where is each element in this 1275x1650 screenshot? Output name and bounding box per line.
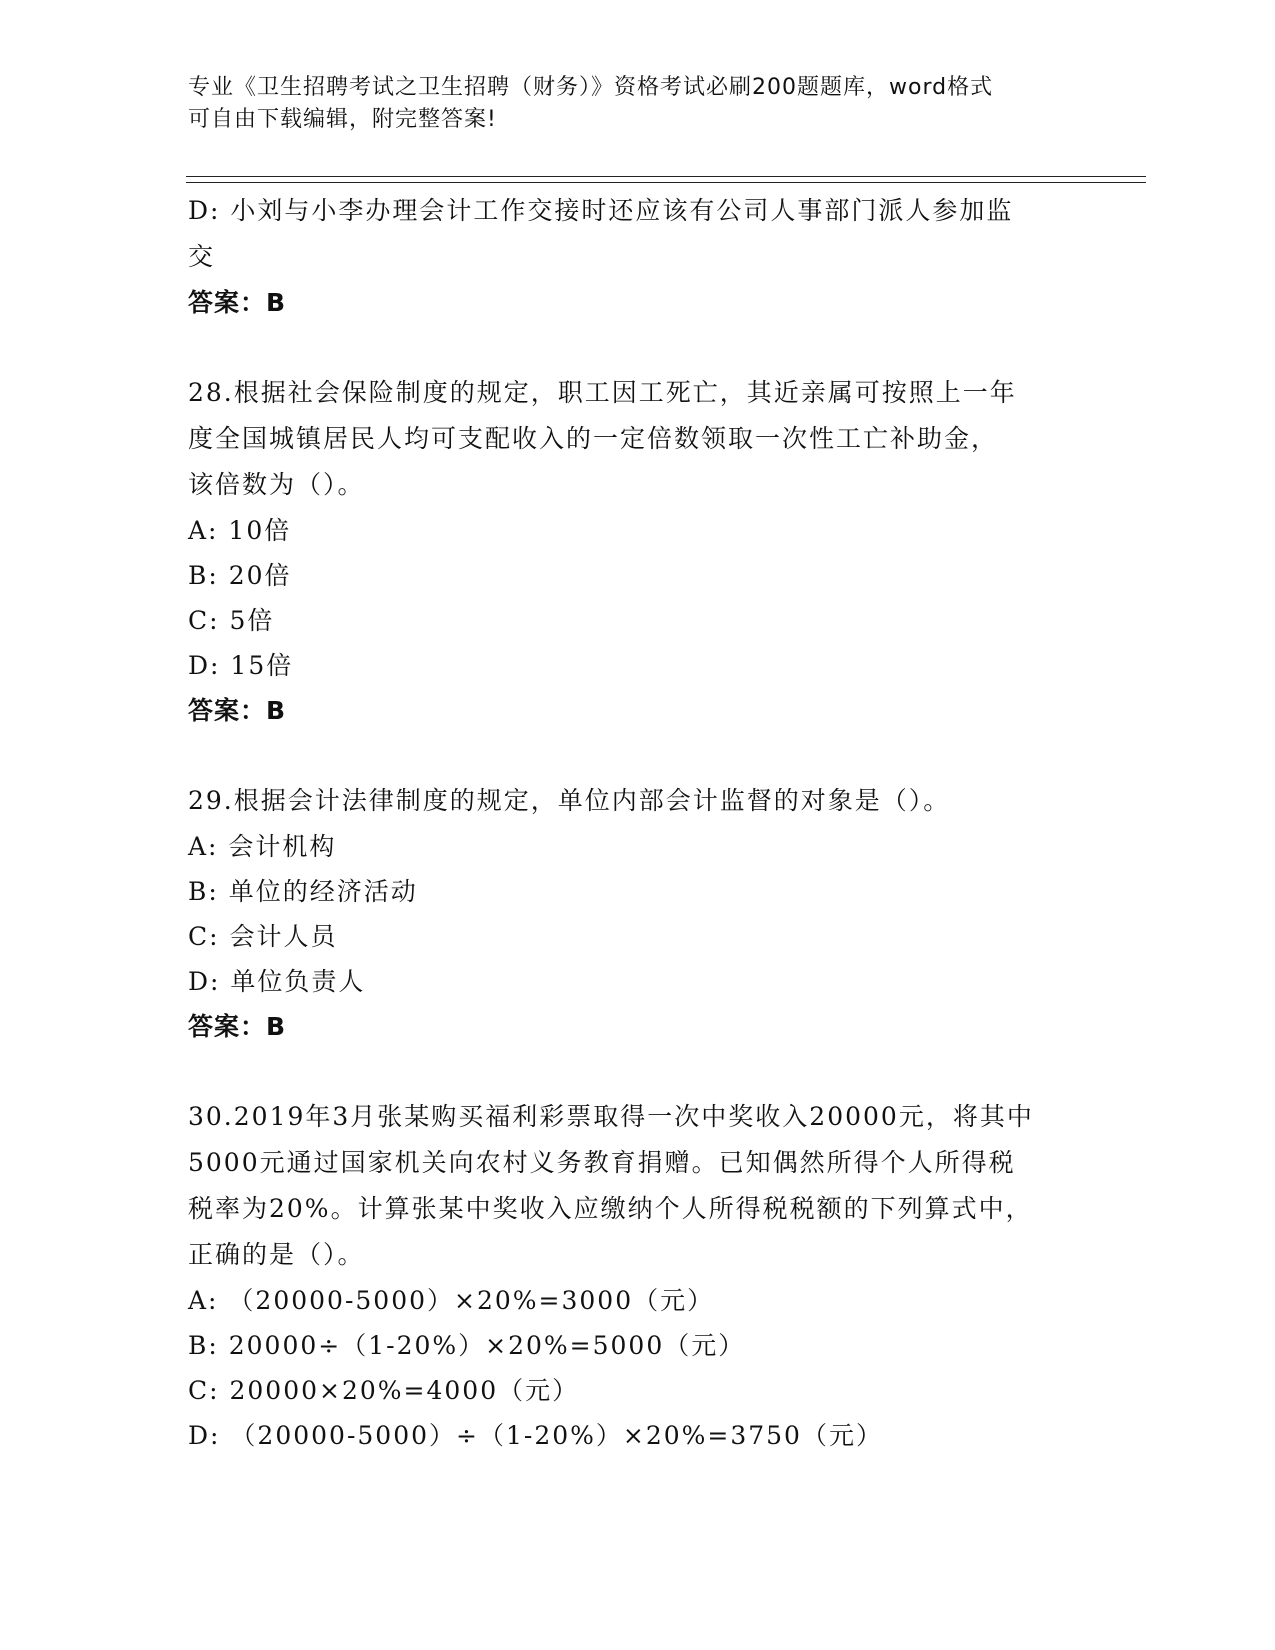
question-text-line: 税率为20%。计算张某中奖收入应缴纳个人所得税税额的下列算式中， bbox=[188, 1194, 1033, 1223]
option-a: A: 10倍 bbox=[188, 516, 292, 545]
answer-line: 答案：B bbox=[188, 696, 287, 725]
question-30 bbox=[188, 1094, 1088, 1458]
answer-line: 答案：B bbox=[188, 288, 287, 317]
question-text-line: 28.根据社会保险制度的规定，职工因工死亡，其近亲属可按照上一年 bbox=[188, 378, 1017, 407]
option-d: D: 15倍 bbox=[188, 651, 294, 680]
option-d: D: 单位负责人 bbox=[188, 967, 366, 996]
option-c: C: 会计人员 bbox=[188, 922, 338, 951]
question-content bbox=[188, 188, 1088, 1458]
previous-question-tail bbox=[188, 188, 1088, 326]
option-a: A: 会计机构 bbox=[188, 832, 337, 861]
question-29 bbox=[188, 778, 1088, 1050]
option-c: C: 20000×20%=4000（元） bbox=[188, 1376, 580, 1405]
document-header bbox=[188, 72, 1088, 136]
question-text-line: 5000元通过国家机关向农村义务教育捐赠。已知偶然所得个人所得税 bbox=[188, 1148, 1016, 1177]
option-b: B: 20倍 bbox=[188, 561, 292, 590]
question-text-line: 29.根据会计法律制度的规定，单位内部会计监督的对象是（）。 bbox=[188, 786, 951, 815]
option-b: B: 20000÷（1-20%）×20%=5000（元） bbox=[188, 1331, 746, 1360]
question-text-line: 该倍数为（）。 bbox=[188, 470, 365, 499]
header-line-1: 专业《卫生招聘考试之卫生招聘（财务）》资格考试必刷200题题库，word格式 bbox=[188, 75, 994, 100]
option-d-line-1: D: 小刘与小李办理会计工作交接时还应该有公司人事部门派人参加监 bbox=[188, 196, 1014, 225]
question-28 bbox=[188, 370, 1088, 734]
option-d-line-2: 交 bbox=[188, 242, 216, 271]
question-text-line: 度全国城镇居民人均可支配收入的一定倍数领取一次性工亡补助金， bbox=[188, 424, 999, 453]
option-c: C: 5倍 bbox=[188, 606, 275, 635]
option-a: A: （20000-5000）×20%=3000（元） bbox=[188, 1286, 715, 1315]
answer-line: 答案：B bbox=[188, 1012, 287, 1041]
option-b: B: 单位的经济活动 bbox=[188, 877, 418, 906]
header-rule-top bbox=[186, 176, 1146, 177]
option-d: D: （20000-5000）÷（1-20%）×20%=3750（元） bbox=[188, 1421, 883, 1450]
header-line-2: 可自由下载编辑，附完整答案! bbox=[188, 107, 497, 132]
question-text-line: 正确的是（）。 bbox=[188, 1240, 365, 1269]
header-rule-bottom bbox=[186, 182, 1146, 183]
question-text-line: 30.2019年3月张某购买福利彩票取得一次中奖收入20000元，将其中 bbox=[188, 1102, 1034, 1131]
